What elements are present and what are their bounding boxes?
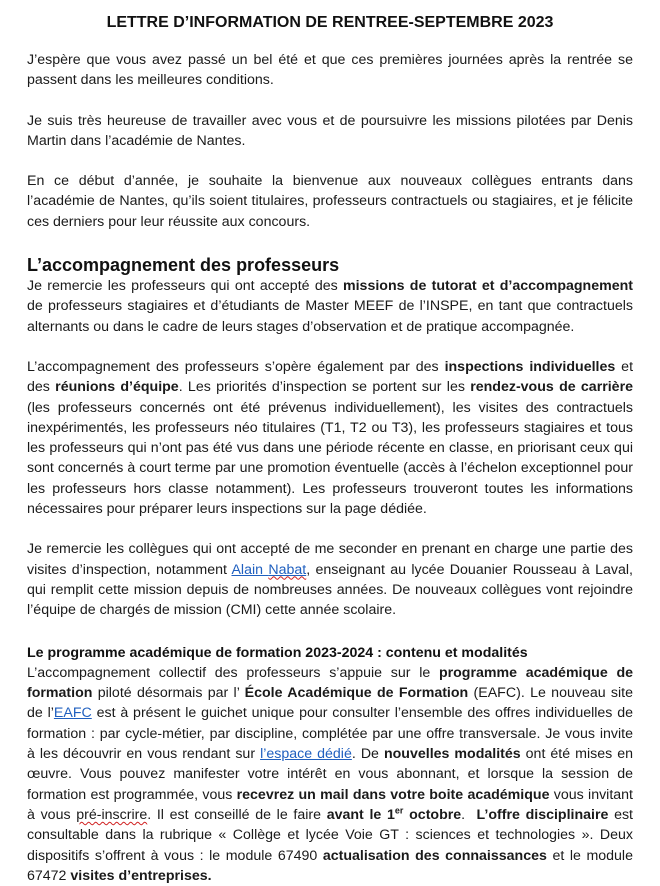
text: est à présent le guichet unique pour consulter l’ensemble des offres individuelles de formation : par cycle-métier, par discipline, complétée par une offre transversale. Je vous invite à les découvrir en vous rendant sur (27, 705, 634, 763)
section1-paragraph-2 (27, 357, 633, 519)
intro-paragraph-1: J’espère que vous avez passé un bel été et que ces premières journées après la rentrée se passent dans les meilleures conditions. (27, 52, 633, 89)
text: avant le 1 (326, 806, 395, 823)
text: . Les priorités d’inspection se portent sur les (178, 379, 471, 396)
text: (EAFC). Le nouveau site de l’ (27, 685, 634, 722)
bold-text: inspections individuelles (444, 358, 616, 375)
text: Je remercie les collègues qui ont accepté de me seconder en prenant en charge une partie des visites d’inspection, notamment (27, 541, 633, 578)
bold-text: actualisation des connaissances (322, 847, 547, 864)
document-title: LETTRE D’INFORMATION DE RENTREE-SEPTEMBRE 2023 (106, 14, 554, 31)
intro-paragraph-3: En ce début d’année, je souhaite la bienvenue aux nouveaux collègues entrants dans l’académie de Nantes, qu’ils soient titulaires, professeurs contractuels ou stagiaires, et je félicite ces derniers pour leur réussite aux concours. (27, 173, 633, 230)
section2-paragraph (27, 663, 633, 886)
espace-dedie-link[interactable]: l’espace dédié (260, 746, 352, 763)
text: vous invitant à vous (27, 786, 633, 823)
section1-paragraph-1 (27, 276, 633, 337)
superscript: er (394, 805, 404, 816)
alain-nabat-link[interactable] (231, 562, 306, 578)
bold-text: recevrez un mail dans votre boite académique (236, 786, 550, 803)
text: L’accompagnement des professeurs s’opère également par des (27, 358, 445, 375)
bold-text: École Académique de Formation (244, 685, 469, 702)
text: . (461, 806, 477, 823)
text: L’accompagnement collectif des professeurs s’appuie sur le (27, 664, 439, 681)
bold-text: visites d’entreprises. (70, 867, 212, 884)
text: ont été mises en œuvre. Vous pouvez manifester votre intérêt en vous abonnant, et lorsque la session de formation est programmée, vous (27, 746, 633, 803)
text: et des (27, 358, 634, 396)
eafc-link[interactable]: EAFC (53, 705, 92, 722)
intro-paragraph-2: Je suis très heureuse de travailler avec vous et de poursuivre les missions pilotées par Denis Martin dans l’académie de Nantes. (27, 112, 633, 149)
bold-text: missions de tutorat et d’accompagnement (343, 278, 633, 295)
bold-text: programme académique de formation (27, 664, 633, 702)
text: et le module 67472 (27, 847, 633, 884)
text: . Il est conseillé de le faire (147, 806, 327, 823)
bold-text: réunions d’équipe (55, 379, 179, 396)
text: de professeurs stagiaires et d’étudiants de Master MEEF de l’INSPE, en tant que contractuels alternants ou dans le cadre de leurs stages d’observation et de pratique accompagnée. (27, 298, 633, 335)
text: , enseignant au lycée Douanier Rousseau à Laval, qui remplit cette mission depuis de nombreuses années. De nouveaux collègues vont rejoindre l’équipe de chargés de mission (CMI) cette année scolaire. (27, 561, 633, 619)
link-text[interactable]: Alain (231, 561, 269, 578)
section1-paragraph-3 (27, 539, 633, 620)
text: piloté désormais par l’ (92, 685, 245, 702)
bold-date (327, 807, 461, 823)
bold-text: L’offre disciplinaire (476, 806, 609, 823)
bold-text: rendez-vous de carrière (470, 379, 633, 396)
text: octobre (403, 806, 462, 823)
text: (les professeurs concernés ont été prévenus individuellement), les visites des contractuels inexpérimentés, les professeurs néo titulaires (T1, T2 ou T3), les professeurs stagiaires et tous les professeurs qui n’ont pas été vus dans une période récente en classe, en priorisant ceux qui sont concernés à court terme par une promotion éventuelle (accès à l’échelon exceptionnel pour les professeurs hors classe notamment). Les professeurs trouveront toutes les informations nécessaires pour préparer leurs inspections sur la page dédiée. (27, 399, 633, 518)
bold-text: nouvelles modalités (383, 746, 521, 763)
spellcheck-flagged-word[interactable]: pré-inscrire (76, 806, 148, 823)
spellcheck-flagged-word[interactable]: Nabat (268, 561, 307, 578)
section-heading-programme: Le programme académique de formation 2023-2024 : contenu et modalités (27, 644, 528, 661)
text: est consultable dans la rubrique « Collège et lycée Voie GT : sciences et technologies ». Deux dispositifs s’offrent à vous : le module 67490 (27, 806, 634, 864)
document-page (27, 0, 633, 886)
text: . De (351, 746, 384, 763)
text: Je remercie les professeurs qui ont accepté des (27, 278, 343, 295)
section-heading-accompagnement: L’accompagnement des professeurs (27, 255, 340, 276)
